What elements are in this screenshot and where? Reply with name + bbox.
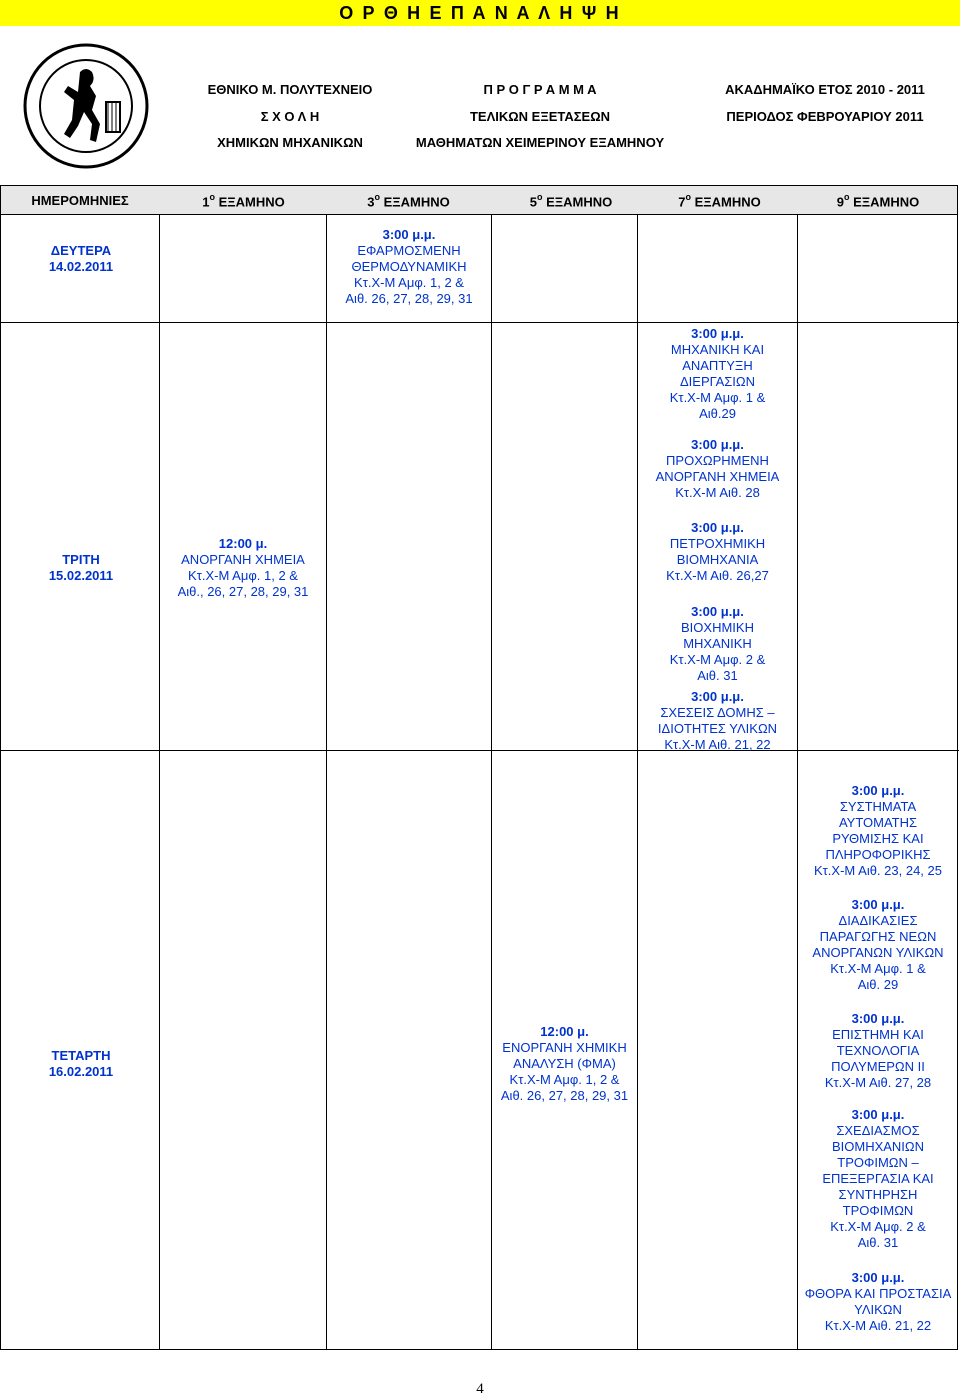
header-program: Π Ρ Ο Γ Ρ Α Μ Μ Α [483, 82, 597, 97]
exam-advanced-inorganic-chemistry: 3:00 μ.μ. ΠΡΟΧΩΡΗΜΕΝΗ ΑΝΟΡΓΑΝΗ ΧΗΜΕΙΑ Κτ.Χ-Μ Αιθ. 28 [655, 437, 780, 500]
day-wednesday: ΤΕΤΑΡΤΗ 16.02.2011 [48, 1048, 114, 1079]
row-divider [1, 322, 959, 323]
column-header-semester-7: $7^o$ ΕΞΑΜΗΝΟ [678, 192, 761, 210]
exam-schedule-table [0, 215, 958, 1350]
exam-control-systems: 3:00 μ.μ. ΣΥΣΤΗΜΑΤΑ ΑΥΤΟΜΑΤΗΣ ΡΥΘΜΙΣΗΣ ΚΑΙ ΠΛΗΡΟΦΟΡΙΚΗΣ Κτ.Χ-Μ Αιθ. 23, 24, 25 [814, 783, 942, 878]
column-header-semester-9: $9^o$ ΕΞΑΜΗΝΟ [836, 192, 920, 210]
day-monday: ΔΕΥΤΕΡΑ 14.02.2011 [48, 243, 114, 274]
column-divider [491, 215, 492, 1349]
column-header-semester-5: $5^o$ ΕΞΑΜΗΝΟ [529, 192, 613, 210]
page-number: 4 [476, 1381, 484, 1397]
university-seal-logo [22, 42, 150, 170]
column-divider [159, 215, 160, 1349]
exam-polymer-science: 3:00 μ.μ. ΕΠΙΣΤΗΜΗ ΚΑΙ ΤΕΧΝΟΛΟΓΙΑ ΠΟΛΥΜΕΡΩΝ ΙΙ Κτ.Χ-Μ Αιθ. 27, 28 [824, 1011, 932, 1090]
header-winter-semester: ΜΑΘΗΜΑΤΩΝ ΧΕΙΜΕΡΙΝΟΥ ΕΞΑΜΗΝΟΥ [415, 135, 665, 150]
header-institution: ΕΘΝΙΚΟ Μ. ΠΟΛΥΤΕΧΝΕΙΟ [207, 82, 373, 97]
exam-process-engineering: 3:00 μ.μ. ΜΗΧΑΝΙΚΗ ΚΑΙ ΑΝΑΠΤΥΞΗ ΔΙΕΡΓΑΣΙΩΝ Κτ.Χ-Μ Αμφ. 1 & Αιθ.29 [669, 326, 766, 421]
page-title: Ο Ρ Θ Η Ε Π Α Ν Α Λ Η Ψ Η [0, 0, 960, 26]
table-header-row [0, 185, 958, 215]
exam-structure-properties: 3:00 μ.μ. ΣΧΕΣΕΙΣ ΔΟΜΗΣ – ΙΔΙΟΤΗΤΕΣ ΥΛΙΚΩΝ Κτ.Χ-Μ Αιθ. 21, 22 [657, 689, 778, 752]
header-period: ΠΕΡΙΟΔΟΣ ΦΕΒΡΟΥΑΡΙΟΥ 2011 [726, 109, 924, 124]
header-academic-year: ΑΚΑΔΗΜΑΪΚΟ ΕΤΟΣ 2010 - 2011 [725, 82, 925, 97]
exam-instrumental-analysis: 12:00 μ. ΕΝΟΡΓΑΝΗ ΧΗΜΙΚΗ ΑΝΑΛΥΣΗ (ΦΜΑ) Κτ.Χ-Μ Αμφ. 1, 2 & Αιθ. 26, 27, 28, 29, 31 [500, 1024, 629, 1103]
exam-corrosion-protection: 3:00 μ.μ. ΦΘΟΡΑ ΚΑΙ ΠΡΟΣΤΑΣΙΑ ΥΛΙΚΩΝ Κτ.Χ-Μ Αιθ. 21, 22 [804, 1270, 952, 1333]
day-tuesday: ΤΡΙΤΗ 15.02.2011 [48, 552, 114, 583]
column-divider [326, 215, 327, 1349]
exam-petrochemical-industry: 3:00 μ.μ. ΠΕΤΡΟΧΗΜΙΚΗ ΒΙΟΜΗΧΑΝΙΑ Κτ.Χ-Μ Αιθ. 26,27 [666, 520, 769, 583]
header-department: ΧΗΜΙΚΩΝ ΜΗΧΑΝΙΚΩΝ [217, 135, 363, 150]
column-header-semester-3: $3^o$ ΕΞΑΜΗΝΟ [367, 192, 450, 210]
exam-food-industry-design: 3:00 μ.μ. ΣΧΕΔΙΑΣΜΟΣ ΒΙΟΜΗΧΑΝΙΩΝ ΤΡΟΦΙΜΩΝ – ΕΠΕΞΕΡΓΑΣΙΑ ΚΑΙ ΣΥΝΤΗΡΗΣΗ ΤΡΟΦΙΜΩΝ Κτ.Χ-Μ Αμφ. 2 & Αιθ. 31 [822, 1107, 934, 1250]
exam-applied-thermodynamics: 3:00 μ.μ. ΕΦΑΡΜΟΣΜΕΝΗ ΘΕΡΜΟΔΥΝΑΜΙΚΗ Κτ.Χ-Μ Αμφ. 1, 2 & Αιθ. 26, 27, 28, 29, 31 [345, 227, 473, 306]
column-header-dates: ΗΜΕΡΟΜΗΝΙΕΣ [31, 193, 129, 208]
exam-biochemical-engineering: 3:00 μ.μ. ΒΙΟΧΗΜΙΚΗ ΜΗΧΑΝΙΚΗ Κτ.Χ-Μ Αμφ. 2 & Αιθ. 31 [669, 604, 766, 683]
exam-inorganic-chemistry: 12:00 μ. ΑΝΟΡΓΑΝΗ ΧΗΜΕΙΑ Κτ.Χ-Μ Αμφ. 1, 2 & Αιθ., 26, 27, 28, 29, 31 [177, 536, 309, 599]
header-school: Σ Χ Ο Λ Η [260, 109, 320, 124]
row-divider [1, 750, 959, 751]
exam-inorganic-materials-production: 3:00 μ.μ. ΔΙΑΔΙΚΑΣΙΕΣ ΠΑΡΑΓΩΓΗΣ ΝΕΩΝ ΑΝΟΡΓΑΝΩΝ ΥΛΙΚΩΝ Κτ.Χ-Μ Αμφ. 1 & Αιθ. 29 [812, 897, 944, 992]
column-header-semester-1: $1^o$ ΕΞΑΜΗΝΟ [202, 192, 285, 210]
header-final-exams: ΤΕΛΙΚΩΝ ΕΞΕΤΑΣΕΩΝ [469, 109, 611, 124]
